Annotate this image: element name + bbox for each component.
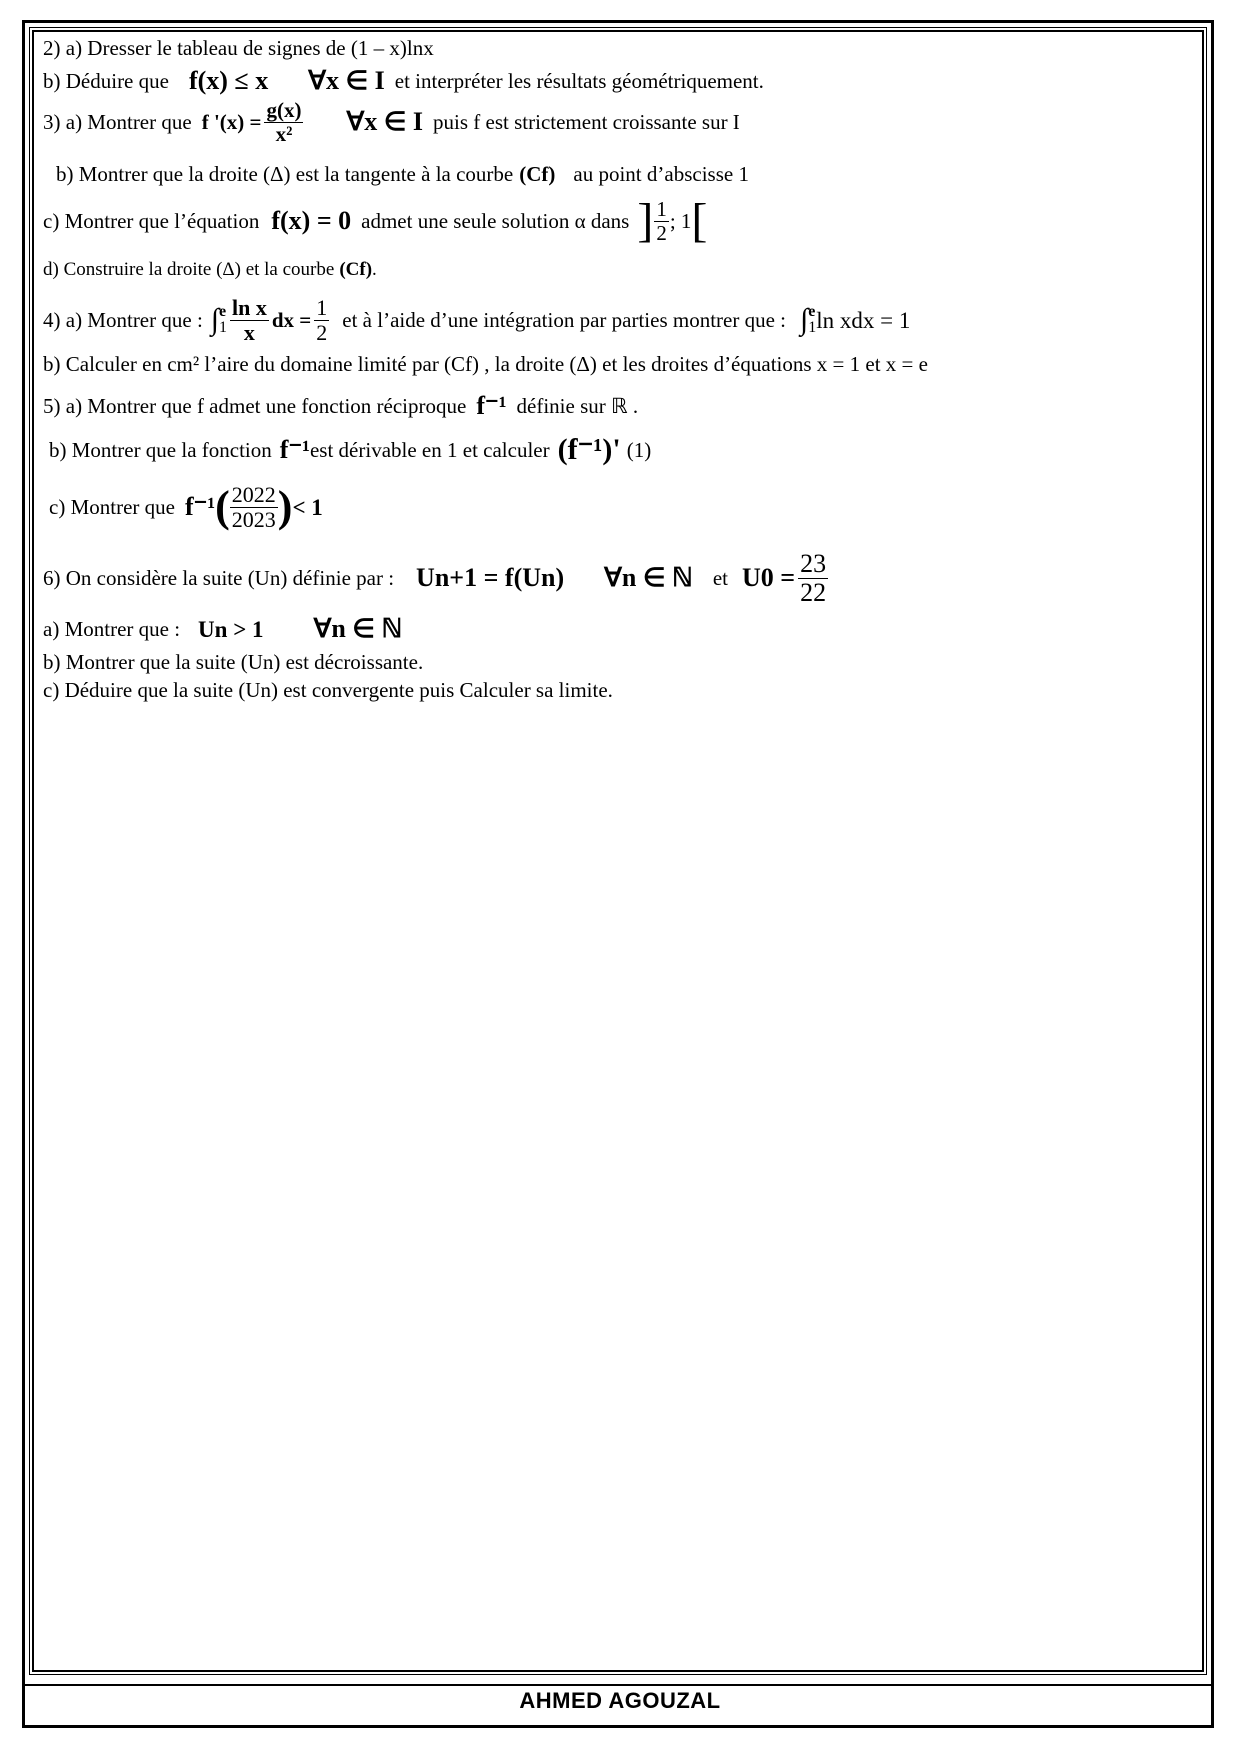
question-6a [43, 612, 402, 646]
integral-2-lower-bound: 1 [808, 319, 817, 336]
question-3b-suffix: au point d’abscisse 1 [573, 162, 749, 186]
question-2b-quantifier: ∀x ∈ I [308, 66, 385, 95]
question-3c-equation: f(x) = 0 [271, 206, 352, 235]
question-3a-quantifier: ∀x ∈ I [346, 107, 424, 136]
question-3a-prefix: 3) a) Montrer que [43, 109, 192, 134]
question-6-prefix: 6) On considère la suite (Un) définie par : [43, 565, 395, 590]
question-4a-result [314, 296, 329, 343]
question-6b [43, 652, 423, 673]
question-3c-middle: admet une seule solution α dans [361, 208, 630, 233]
question-3a [43, 94, 740, 150]
question-3d-prefix: d) Construire la droite (Δ) et la courbe [43, 259, 335, 280]
question-5c-fraction [230, 483, 278, 530]
question-4b-text: b) Calculer en cm² l’aire du domaine limité par (Cf) , la droite (Δ) et les droites d’équations x = 1 et x = e [43, 352, 928, 376]
question-5c [49, 478, 323, 536]
interval-close-bracket: [ [691, 193, 708, 247]
question-4a-denominator: x [243, 319, 255, 345]
question-2a-text: 2) a) Dresser le tableau de signes de (1 – x)lnx [43, 36, 434, 60]
question-5b-inverse: f⁻¹ [279, 435, 310, 464]
question-5a-prefix: 5) a) Montrer que f admet une fonction réciproque [43, 393, 467, 418]
question-6a-quantifier: ∀n ∈ ℕ [313, 614, 403, 643]
question-6-recurrence: Un+1 = f(Un) [416, 563, 565, 592]
question-6-fraction [798, 550, 828, 606]
question-5b-argument: (1) [626, 437, 652, 462]
question-3c-numerator: 1 [656, 197, 667, 222]
question-6c [43, 680, 613, 701]
integral-sign: ∫ [210, 303, 219, 336]
question-2b [43, 68, 764, 94]
question-2b-inequality: f(x) ≤ x [188, 66, 269, 95]
question-3b [56, 164, 749, 185]
question-3b-prefix: b) Montrer que la droite (Δ) est la tangente à la courbe [56, 162, 514, 186]
question-6-et: et [712, 565, 728, 590]
question-3c-fraction [654, 198, 669, 243]
question-3c-prefix: c) Montrer que l’équation [43, 208, 260, 233]
question-5a [43, 388, 638, 424]
question-4a-dx: dx = [271, 307, 312, 332]
integral-bounds-2 [808, 304, 816, 336]
question-5c-denominator: 2023 [231, 506, 276, 532]
question-3c-denominator: 2 [656, 220, 667, 245]
question-3a-lhs: f '(x) = [201, 109, 262, 134]
question-5b-prefix: b) Montrer que la fonction [49, 437, 272, 462]
question-5c-suffix: < 1 [292, 494, 323, 520]
question-5c-inverse: f⁻¹ [184, 492, 216, 521]
question-5a-suffix: définie sur ℝ . [516, 393, 639, 418]
question-5a-inverse: f⁻¹ [476, 391, 507, 420]
question-6-quantifier: ∀n ∈ ℕ [604, 563, 693, 592]
question-3c-interval-end: ; 1 [669, 208, 692, 233]
question-3b-curve: (Cf) [519, 162, 556, 186]
question-4a-integrand [230, 296, 269, 343]
question-3a-numerator: g(x) [266, 98, 302, 123]
footer-divider [22, 1684, 1214, 1686]
question-6b-text: b) Montrer que la suite (Un) est décroissante. [43, 650, 424, 674]
question-2b-prefix: b) Déduire que [43, 68, 169, 93]
question-4a-result-num: 1 [316, 295, 328, 321]
question-5b-derivative: (f⁻¹)' [557, 433, 621, 466]
integral-2-upper-bound: e [808, 303, 816, 320]
question-3a-suffix: puis f est strictement croissante sur I [433, 109, 740, 134]
question-6-denominator: 22 [800, 577, 827, 607]
question-4a-middle: et à l’aide d’une intégration par parties montrer que : [342, 307, 787, 332]
question-4a-second-integral: ln xdx = 1 [816, 307, 911, 333]
question-6 [43, 550, 831, 606]
integral-lower-bound: 1 [219, 319, 227, 336]
question-6-u0: U0 = [742, 563, 796, 592]
integral-upper-bound: e [219, 303, 227, 320]
question-4a-result-den: 2 [316, 319, 328, 345]
question-2a [43, 38, 434, 59]
question-5b [49, 428, 651, 472]
integral-bounds [219, 304, 227, 336]
question-3a-denominator: x² [275, 121, 293, 146]
question-6a-inequality: Un > 1 [198, 616, 264, 642]
question-3a-fraction [264, 99, 303, 144]
right-paren: ) [277, 482, 293, 532]
question-6-numerator: 23 [800, 549, 827, 579]
question-4b [43, 354, 928, 375]
integral-sign-2: ∫ [800, 303, 809, 336]
question-2b-suffix: et interpréter les résultats géométriquement. [394, 68, 764, 93]
question-4a-prefix: 4) a) Montrer que : [43, 307, 203, 332]
question-3d-curve: (Cf) [339, 259, 373, 280]
interval-open-bracket: ] [637, 193, 654, 247]
question-3d-end: . [372, 259, 377, 280]
question-4a-numerator: ln x [232, 295, 267, 321]
question-3d [43, 260, 377, 279]
question-6c-text: c) Déduire que la suite (Un) est convergente puis Calculer sa limite. [43, 678, 613, 702]
question-4a [43, 292, 910, 348]
left-paren: ( [215, 482, 230, 532]
question-3c [43, 193, 708, 247]
question-6a-prefix: a) Montrer que : [43, 616, 181, 641]
question-5b-middle: est dérivable en 1 et calculer [309, 437, 550, 462]
question-5c-prefix: c) Montrer que [49, 494, 175, 519]
author-footer: AHMED AGOUZAL [519, 1688, 721, 1713]
question-5c-numerator: 2022 [231, 482, 276, 508]
